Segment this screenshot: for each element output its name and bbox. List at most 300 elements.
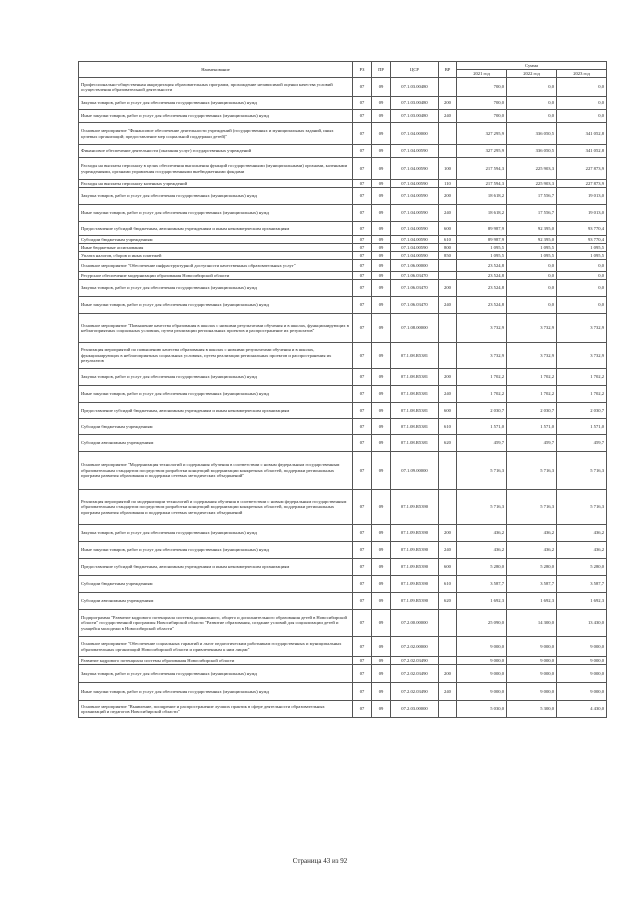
row-sum-2021-cell: 23 524,8 (457, 260, 507, 272)
row-csr-cell: 07.1.08.R5381 (391, 369, 439, 386)
col-header-name: Наименование (79, 62, 353, 78)
row-vr-cell: 850 (439, 252, 457, 260)
row-name-cell: Основное мероприятие "Обеспечение инфраструктурной доступности качественных образовательных услуг" (79, 260, 353, 272)
table-row (79, 78, 607, 97)
row-rz-cell: 07 (353, 657, 372, 665)
row-sum-2023-cell: 459,7 (557, 435, 607, 452)
row-rz-cell: 07 (353, 419, 372, 435)
row-pr-cell: 09 (372, 272, 391, 280)
row-pr-cell: 09 (372, 637, 391, 657)
table-header-row (79, 62, 607, 70)
row-csr-cell: 07.1.08.00000 (391, 314, 439, 343)
row-sum-2022-cell: 3 732,9 (507, 343, 557, 369)
row-pr-cell: 09 (372, 403, 391, 419)
row-sum-2021-cell: 5 030,0 (457, 701, 507, 718)
row-sum-2023-cell: 1 692,3 (557, 593, 607, 610)
row-sum-2023-cell: 4 430,0 (557, 701, 607, 718)
row-sum-2021-cell: 5 716,3 (457, 490, 507, 525)
row-sum-2023-cell: 3 732,9 (557, 314, 607, 343)
row-sum-2021-cell: 436,2 (457, 525, 507, 542)
row-vr-cell: 610 (439, 419, 457, 435)
row-sum-2021-cell: 1 571,0 (457, 419, 507, 435)
row-pr-cell: 09 (372, 542, 391, 559)
row-sum-2023-cell: 0,0 (557, 272, 607, 280)
row-sum-2021-cell: 23 524,8 (457, 280, 507, 297)
row-sum-2023-cell: 19 013,0 (557, 205, 607, 222)
col-header-csr: ЦСР (391, 62, 439, 78)
row-sum-2023-cell: 5 280,0 (557, 559, 607, 576)
row-sum-2022-cell: 436,2 (507, 542, 557, 559)
row-name-cell: Ресурсное обеспечение модернизации образования Новосибирской области (79, 272, 353, 280)
row-csr-cell: 07.1.09.R5390 (391, 490, 439, 525)
row-vr-cell: 600 (439, 559, 457, 576)
row-pr-cell: 09 (372, 314, 391, 343)
row-sum-2023-cell: 9 000,0 (557, 657, 607, 665)
row-rz-cell: 07 (353, 110, 372, 123)
row-sum-2021-cell: 1 702,2 (457, 386, 507, 403)
row-rz-cell: 07 (353, 158, 372, 180)
row-sum-2022-cell: 9 000,0 (507, 665, 557, 683)
row-sum-2021-cell: 9 000,0 (457, 683, 507, 701)
table-row (79, 222, 607, 236)
row-sum-2023-cell: 0,0 (557, 280, 607, 297)
row-sum-2023-cell: 5 716,3 (557, 452, 607, 490)
table-row (79, 576, 607, 593)
table-row (79, 145, 607, 158)
row-vr-cell (439, 490, 457, 525)
row-name-cell: Основное мероприятие "Финансовое обеспечение деятельности учреждений (государственных и муниципальных заданий, иных целевых организаций; предоставление мер социальной поддержки детей)" (79, 123, 353, 145)
row-csr-cell: 07.1.09.R5390 (391, 542, 439, 559)
row-sum-2021-cell: 9 000,0 (457, 637, 507, 657)
row-sum-2021-cell: 23 524,8 (457, 272, 507, 280)
row-csr-cell: 07.2.03.00000 (391, 701, 439, 718)
row-sum-2021-cell: 5 280,0 (457, 559, 507, 576)
row-csr-cell: 07.1.04.00590 (391, 158, 439, 180)
row-sum-2022-cell: 0,0 (507, 78, 557, 97)
row-name-cell: Иные закупки товаров, работ и услуг для обеспечения государственных (муниципальных) нужд (79, 110, 353, 123)
row-pr-cell: 09 (372, 252, 391, 260)
row-pr-cell: 09 (372, 490, 391, 525)
col-header-pr: ПР (372, 62, 391, 78)
row-sum-2022-cell: 1 095,5 (507, 244, 557, 252)
row-vr-cell (439, 701, 457, 718)
budget-table (78, 61, 607, 718)
row-csr-cell: 07.2.00.00000 (391, 610, 439, 637)
row-name-cell: Иные закупки товаров, работ и услуг для обеспечения государственных (муниципальных) нужд (79, 386, 353, 403)
row-vr-cell: 620 (439, 435, 457, 452)
row-csr-cell: 07.1.03.00480 (391, 110, 439, 123)
row-csr-cell: 07.1.09.R5390 (391, 593, 439, 610)
row-csr-cell: 07.1.04.00590 (391, 205, 439, 222)
table-row (79, 403, 607, 419)
row-rz-cell: 07 (353, 343, 372, 369)
row-vr-cell (439, 78, 457, 97)
row-sum-2021-cell: 700,0 (457, 78, 507, 97)
row-vr-cell (439, 145, 457, 158)
row-csr-cell: 07.1.04.00590 (391, 222, 439, 236)
row-rz-cell: 07 (353, 576, 372, 593)
row-pr-cell: 09 (372, 260, 391, 272)
row-sum-2022-cell: 336 050,5 (507, 145, 557, 158)
row-rz-cell: 07 (353, 435, 372, 452)
table-body (79, 78, 607, 718)
row-pr-cell: 09 (372, 452, 391, 490)
col-header-sum: Сумма (457, 62, 607, 70)
row-csr-cell: 07.1.04.00590 (391, 236, 439, 244)
row-rz-cell: 07 (353, 369, 372, 386)
row-sum-2023-cell: 13 430,0 (557, 610, 607, 637)
row-csr-cell: 07.1.06.03470 (391, 297, 439, 314)
row-sum-2021-cell: 89 987,9 (457, 236, 507, 244)
row-sum-2021-cell: 217 594,3 (457, 158, 507, 180)
row-sum-2022-cell: 1 702,2 (507, 386, 557, 403)
row-sum-2022-cell: 5 716,3 (507, 452, 557, 490)
table-row (79, 110, 607, 123)
row-name-cell: Расходы на выплаты персоналу в целях обеспечения выполнения функций государственными (муниципальными) органами, казенными учреждениями, органами управления государственными внебюджетными фондами (79, 158, 353, 180)
row-sum-2023-cell: 0,0 (557, 78, 607, 97)
row-pr-cell: 09 (372, 386, 391, 403)
row-sum-2023-cell: 341 052,8 (557, 123, 607, 145)
row-sum-2022-cell: 1 571,0 (507, 419, 557, 435)
row-sum-2021-cell: 1 702,2 (457, 369, 507, 386)
row-sum-2021-cell: 3 732,9 (457, 314, 507, 343)
table-row (79, 260, 607, 272)
row-vr-cell: 610 (439, 576, 457, 593)
row-name-cell: Закупка товаров, работ и услуг для обеспечения государственных (муниципальных) нужд (79, 525, 353, 542)
page-number: Страница 43 из 92 (292, 857, 348, 865)
row-csr-cell: 07.1.06.00000 (391, 260, 439, 272)
row-name-cell: Закупка товаров, работ и услуг для обеспечения государственных (муниципальных) нужд (79, 665, 353, 683)
table-row (79, 252, 607, 260)
row-sum-2022-cell: 1 702,2 (507, 369, 557, 386)
row-pr-cell: 09 (372, 701, 391, 718)
row-rz-cell: 07 (353, 205, 372, 222)
row-rz-cell: 07 (353, 559, 372, 576)
row-csr-cell: 07.1.03.00480 (391, 97, 439, 110)
row-name-cell: Иные закупки товаров, работ и услуг для обеспечения государственных (муниципальных) нужд (79, 205, 353, 222)
row-name-cell: Субсидии бюджетным учреждениям (79, 236, 353, 244)
row-vr-cell: 200 (439, 525, 457, 542)
row-vr-cell: 200 (439, 280, 457, 297)
row-pr-cell: 09 (372, 435, 391, 452)
row-sum-2022-cell: 5 300,0 (507, 701, 557, 718)
row-rz-cell: 07 (353, 188, 372, 205)
row-csr-cell: 07.2.02.03490 (391, 683, 439, 701)
row-sum-2021-cell: 25 090,0 (457, 610, 507, 637)
table-row (79, 369, 607, 386)
table-row (79, 525, 607, 542)
table-row (79, 97, 607, 110)
row-sum-2021-cell: 436,2 (457, 542, 507, 559)
row-name-cell: Иные закупки товаров, работ и услуг для обеспечения государственных (муниципальных) нужд (79, 542, 353, 559)
row-rz-cell: 07 (353, 665, 372, 683)
row-vr-cell (439, 610, 457, 637)
table-row (79, 158, 607, 180)
row-sum-2021-cell: 1 095,5 (457, 252, 507, 260)
table-row (79, 297, 607, 314)
row-rz-cell: 07 (353, 297, 372, 314)
row-vr-cell: 240 (439, 386, 457, 403)
row-sum-2023-cell: 9 000,0 (557, 683, 607, 701)
row-sum-2023-cell: 2 030,7 (557, 403, 607, 419)
row-rz-cell: 07 (353, 260, 372, 272)
row-sum-2023-cell: 93 770,4 (557, 236, 607, 244)
row-pr-cell: 09 (372, 665, 391, 683)
row-csr-cell: 07.1.09.R5390 (391, 559, 439, 576)
row-sum-2023-cell: 0,0 (557, 110, 607, 123)
row-vr-cell: 600 (439, 222, 457, 236)
row-sum-2022-cell: 1 692,3 (507, 593, 557, 610)
row-sum-2023-cell: 9 000,0 (557, 637, 607, 657)
row-sum-2022-cell: 0,0 (507, 97, 557, 110)
row-rz-cell: 07 (353, 314, 372, 343)
row-sum-2023-cell: 0,0 (557, 297, 607, 314)
row-rz-cell: 07 (353, 244, 372, 252)
row-sum-2023-cell: 3 732,9 (557, 343, 607, 369)
row-pr-cell: 09 (372, 576, 391, 593)
row-csr-cell: 07.1.04.00590 (391, 145, 439, 158)
row-csr-cell: 07.1.09.R5390 (391, 525, 439, 542)
row-vr-cell (439, 637, 457, 657)
row-csr-cell: 07.1.08.R5381 (391, 386, 439, 403)
row-sum-2022-cell: 436,2 (507, 525, 557, 542)
row-sum-2021-cell: 1 095,5 (457, 244, 507, 252)
row-rz-cell: 07 (353, 610, 372, 637)
row-sum-2022-cell: 17 556,7 (507, 188, 557, 205)
row-sum-2021-cell: 700,0 (457, 97, 507, 110)
row-rz-cell: 07 (353, 280, 372, 297)
row-csr-cell: 07.1.04.00590 (391, 252, 439, 260)
table-row (79, 236, 607, 244)
row-name-cell: Основное мероприятие "Повышение качества образования в школах с низкими результатами обучения и в школах, функционирующих в неблагоприятных социальных условиях, путем реализации региональных проектов и распространение их результатов" (79, 314, 353, 343)
row-pr-cell: 09 (372, 78, 391, 97)
row-name-cell: Подпрограмма "Развитие кадрового потенциала системы дошкольного, общего и дополнительного образования детей в Новосибирской области" государственной программы Новосибирской области "Развитие образования, создание условий для социализации детей и учащейся молодежи в Новосибирской области" (79, 610, 353, 637)
table-row (79, 559, 607, 576)
row-csr-cell: 07.1.09.00000 (391, 452, 439, 490)
row-vr-cell: 200 (439, 97, 457, 110)
row-csr-cell: 07.1.03.00480 (391, 78, 439, 97)
row-pr-cell: 09 (372, 593, 391, 610)
row-rz-cell: 07 (353, 637, 372, 657)
row-sum-2023-cell: 5 716,3 (557, 490, 607, 525)
row-vr-cell (439, 272, 457, 280)
row-sum-2021-cell: 5 716,3 (457, 452, 507, 490)
row-name-cell: Расходы на выплаты персоналу казенных учреждений (79, 180, 353, 188)
row-sum-2022-cell: 225 903,3 (507, 180, 557, 188)
row-sum-2021-cell: 9 000,0 (457, 665, 507, 683)
row-sum-2023-cell: 93 770,4 (557, 222, 607, 236)
row-sum-2021-cell: 18 618,2 (457, 188, 507, 205)
row-rz-cell: 07 (353, 403, 372, 419)
row-sum-2023-cell: 1 095,5 (557, 252, 607, 260)
row-sum-2021-cell: 89 987,9 (457, 222, 507, 236)
budget-table-sheet (78, 61, 606, 718)
row-rz-cell: 07 (353, 252, 372, 260)
row-pr-cell: 09 (372, 180, 391, 188)
col-header-vr: ВР (439, 62, 457, 78)
row-pr-cell: 09 (372, 419, 391, 435)
row-pr-cell: 09 (372, 683, 391, 701)
row-csr-cell: 07.1.08.R5381 (391, 435, 439, 452)
row-sum-2023-cell: 227 873,9 (557, 180, 607, 188)
row-vr-cell: 240 (439, 205, 457, 222)
row-pr-cell: 09 (372, 123, 391, 145)
row-vr-cell (439, 260, 457, 272)
row-rz-cell: 07 (353, 272, 372, 280)
row-vr-cell: 100 (439, 158, 457, 180)
row-rz-cell: 07 (353, 593, 372, 610)
row-sum-2021-cell: 3 732,9 (457, 343, 507, 369)
row-name-cell: Основное мероприятие "Выявление, поощрение и распространение лучших практик в сфере деятельности образовательных организаций и педагогов Новосибирской области" (79, 701, 353, 718)
row-sum-2022-cell: 0,0 (507, 272, 557, 280)
row-sum-2022-cell: 9 000,0 (507, 683, 557, 701)
table-row (79, 314, 607, 343)
row-pr-cell: 09 (372, 525, 391, 542)
row-name-cell: Субсидии автономным учреждениям (79, 435, 353, 452)
row-sum-2022-cell: 3 732,9 (507, 314, 557, 343)
row-vr-cell: 800 (439, 244, 457, 252)
row-csr-cell: 07.1.06.03470 (391, 280, 439, 297)
row-csr-cell: 07.1.04.00590 (391, 188, 439, 205)
row-sum-2021-cell: 9 000,0 (457, 657, 507, 665)
row-sum-2021-cell: 18 618,2 (457, 205, 507, 222)
row-sum-2022-cell: 17 556,7 (507, 205, 557, 222)
row-rz-cell: 07 (353, 452, 372, 490)
row-pr-cell: 09 (372, 222, 391, 236)
row-rz-cell: 07 (353, 525, 372, 542)
row-pr-cell: 09 (372, 559, 391, 576)
table-row (79, 657, 607, 665)
row-vr-cell: 600 (439, 403, 457, 419)
row-rz-cell: 07 (353, 180, 372, 188)
row-rz-cell: 07 (353, 145, 372, 158)
table-row (79, 452, 607, 490)
row-vr-cell: 620 (439, 593, 457, 610)
row-csr-cell: 07.1.04.00000 (391, 123, 439, 145)
row-rz-cell: 07 (353, 78, 372, 97)
table-row (79, 180, 607, 188)
row-sum-2023-cell: 1 702,2 (557, 369, 607, 386)
row-sum-2022-cell: 9 000,0 (507, 637, 557, 657)
row-rz-cell: 07 (353, 222, 372, 236)
row-name-cell: Финансовое обеспечение деятельности (оказания услуг) государственных учреждений (79, 145, 353, 158)
row-name-cell: Предоставление субсидий бюджетным, автономным учреждениям и иным некоммерческим организациям (79, 559, 353, 576)
row-sum-2023-cell: 0,0 (557, 260, 607, 272)
row-vr-cell (439, 314, 457, 343)
row-name-cell: Иные закупки товаров, работ и услуг для обеспечения государственных (муниципальных) нужд (79, 683, 353, 701)
col-header-year-2023: 2023 год (557, 70, 607, 78)
row-name-cell: Уплата налогов, сборов и иных платежей (79, 252, 353, 260)
row-name-cell: Реализация мероприятий по модернизации технологий и содержания обучения в соответствии с новым федеральным государственным образовательным стандартом посредством разработки концепций модернизации конкретных областей, поддержки региональных программ развития образования и поддержки сетевых методических объединений (79, 490, 353, 525)
row-pr-cell: 09 (372, 297, 391, 314)
row-name-cell: Основное мероприятие "Модернизация технологий и содержания обучения в соответствии с новым федеральным государственным образовательным стандартом посредством разработки концепций модернизации конкретных областей, поддержки региональных программ развития образования и поддержки сетевых методических объединений" (79, 452, 353, 490)
row-sum-2022-cell: 2 030,7 (507, 403, 557, 419)
row-sum-2022-cell: 5 280,0 (507, 559, 557, 576)
row-name-cell: Субсидии бюджетным учреждениям (79, 576, 353, 593)
row-sum-2022-cell: 9 000,0 (507, 657, 557, 665)
row-csr-cell: 07.1.08.R5381 (391, 403, 439, 419)
col-header-rz: РЗ (353, 62, 372, 78)
row-csr-cell: 07.1.06.03470 (391, 272, 439, 280)
row-pr-cell: 09 (372, 369, 391, 386)
row-csr-cell: 07.2.02.03490 (391, 665, 439, 683)
col-header-year-2022: 2022 год (507, 70, 557, 78)
table-row (79, 419, 607, 435)
row-rz-cell: 07 (353, 123, 372, 145)
row-sum-2021-cell: 700,0 (457, 110, 507, 123)
row-vr-cell: 240 (439, 297, 457, 314)
row-sum-2021-cell: 23 524,8 (457, 297, 507, 314)
table-row (79, 386, 607, 403)
row-rz-cell: 07 (353, 701, 372, 718)
row-csr-cell: 07.1.09.R5390 (391, 576, 439, 593)
row-name-cell: Предоставление субсидий бюджетным, автономным учреждениям и иным некоммерческим организациям (79, 403, 353, 419)
row-csr-cell: 07.1.08.R5381 (391, 343, 439, 369)
row-vr-cell: 240 (439, 110, 457, 123)
row-rz-cell: 07 (353, 386, 372, 403)
row-name-cell: Субсидии бюджетным учреждениям (79, 419, 353, 435)
row-pr-cell: 09 (372, 657, 391, 665)
row-vr-cell: 610 (439, 236, 457, 244)
row-sum-2022-cell: 92 395,0 (507, 236, 557, 244)
row-pr-cell: 09 (372, 158, 391, 180)
row-csr-cell: 07.2.02.00000 (391, 637, 439, 657)
row-sum-2021-cell: 1 692,3 (457, 593, 507, 610)
table-row (79, 701, 607, 718)
row-rz-cell: 07 (353, 97, 372, 110)
table-row (79, 610, 607, 637)
table-row (79, 123, 607, 145)
row-sum-2022-cell: 336 050,5 (507, 123, 557, 145)
row-name-cell: Закупка товаров, работ и услуг для обеспечения государственных (муниципальных) нужд (79, 188, 353, 205)
row-pr-cell: 09 (372, 188, 391, 205)
row-pr-cell: 09 (372, 110, 391, 123)
row-pr-cell: 09 (372, 610, 391, 637)
table-row (79, 343, 607, 369)
row-sum-2023-cell: 436,2 (557, 525, 607, 542)
table-row (79, 637, 607, 657)
row-sum-2022-cell: 0,0 (507, 260, 557, 272)
table-row (79, 272, 607, 280)
row-vr-cell: 200 (439, 369, 457, 386)
row-sum-2022-cell: 1 095,5 (507, 252, 557, 260)
row-sum-2023-cell: 9 000,0 (557, 665, 607, 683)
row-sum-2021-cell: 327 295,9 (457, 145, 507, 158)
row-sum-2022-cell: 0,0 (507, 110, 557, 123)
row-sum-2021-cell: 2 030,7 (457, 403, 507, 419)
row-sum-2022-cell: 459,7 (507, 435, 557, 452)
row-name-cell: Субсидии автономным учреждениям (79, 593, 353, 610)
row-sum-2023-cell: 1 571,0 (557, 419, 607, 435)
table-row (79, 542, 607, 559)
row-vr-cell (439, 343, 457, 369)
row-sum-2023-cell: 0,0 (557, 97, 607, 110)
row-pr-cell: 09 (372, 236, 391, 244)
row-csr-cell: 07.1.08.R5381 (391, 419, 439, 435)
row-name-cell: Иные бюджетные ассигнования (79, 244, 353, 252)
row-sum-2023-cell: 1 095,5 (557, 244, 607, 252)
row-name-cell: Закупка товаров, работ и услуг для обеспечения государственных (муниципальных) нужд (79, 280, 353, 297)
table-row (79, 280, 607, 297)
row-vr-cell (439, 657, 457, 665)
row-sum-2023-cell: 3 587,7 (557, 576, 607, 593)
row-vr-cell (439, 123, 457, 145)
row-name-cell: Закупка товаров, работ и услуг для обеспечения государственных (муниципальных) нужд (79, 369, 353, 386)
row-sum-2022-cell: 0,0 (507, 297, 557, 314)
row-sum-2023-cell: 19 013,0 (557, 188, 607, 205)
row-name-cell: Развитие кадрового потенциала системы образования Новосибирской области (79, 657, 353, 665)
row-sum-2021-cell: 459,7 (457, 435, 507, 452)
